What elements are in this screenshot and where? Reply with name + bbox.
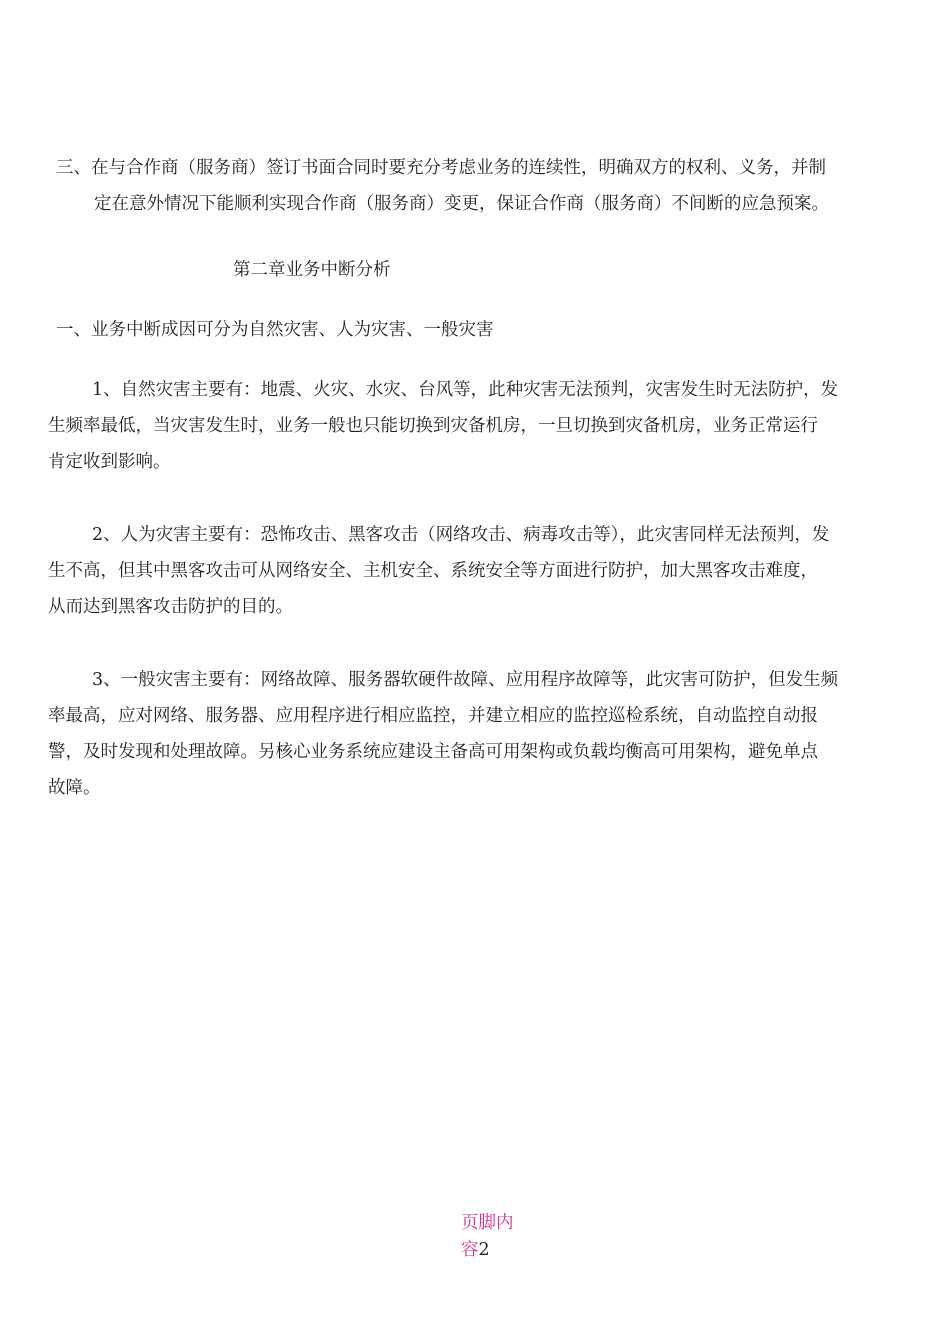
- item-2-line-1: 2、人为灾害主要有：恐怖攻击、黑客攻击（网络攻击、病毒攻击等），此灾害同样无法预判，发: [92, 525, 830, 545]
- item-3-line-4: 故障。: [48, 778, 101, 798]
- clause-3-paragraph: [56, 150, 916, 222]
- item-1-paragraph: [48, 372, 918, 480]
- item-2-line-3: 从而达到黑客攻击防护的目的。: [48, 597, 293, 617]
- item-3-line-3: 警，及时发现和处理故障。另核心业务系统应建设主备高可用架构或负载均衡高可用架构，避免单点: [48, 742, 818, 762]
- footer-text: 容: [461, 1240, 479, 1260]
- item-2-paragraph: [48, 517, 918, 625]
- item-3-paragraph: [48, 662, 918, 806]
- page-footer: [461, 1210, 531, 1264]
- item-1-line-2: 生频率最低，当灾害发生时，业务一般也只能切换到灾备机房，一旦切换到灾备机房，业务正常运行: [48, 416, 818, 436]
- clause-3-line-1: 三、在与合作商（服务商）签订书面合同时要充分考虑业务的连续性，明确双方的权利、义务，并制: [56, 158, 826, 178]
- item-1-line-3: 肯定收到影响。: [48, 452, 171, 472]
- section-1-heading: 一、业务中断成因可分为自然灾害、人为灾害、一般灾害: [56, 320, 494, 340]
- item-2-line-2: 生不高，但其中黑客攻击可从网络安全、主机安全、系统安全等方面进行防护，加大黑客攻击难度，: [48, 561, 818, 581]
- page-number: 2: [478, 1240, 490, 1260]
- item-1-line-1: 1、自然灾害主要有：地震、火灾、水灾、台风等，此种灾害无法预判，灾害发生时无法防护，发: [92, 380, 839, 400]
- chapter-title: 第二章业务中断分析: [233, 260, 391, 280]
- footer-line-2: [461, 1237, 531, 1264]
- footer-line-1: 页脚内: [461, 1213, 514, 1233]
- item-3-line-1: 3、一般灾害主要有：网络故障、服务器软硬件故障、应用程序故障等，此灾害可防护，但发生频: [92, 670, 839, 690]
- item-3-line-2: 率最高，应对网络、服务器、应用程序进行相应监控，并建立相应的监控巡检系统，自动监控自动报: [48, 706, 818, 726]
- clause-3-line-2: 定在意外情况下能顺利实现合作商（服务商）变更，保证合作商（服务商）不间断的应急预案。: [94, 194, 829, 214]
